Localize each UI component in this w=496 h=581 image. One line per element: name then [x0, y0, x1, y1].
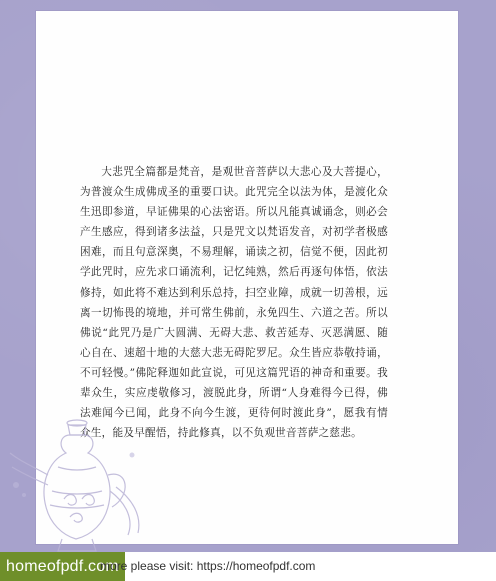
body-paragraph: 大悲咒全篇都是梵音，是观世音菩萨以大悲心及大菩提心，为普渡众生成佛成圣的重要口诀。此咒完全以法为体，是渡化众生迅即参道，早证佛果的心法密语。所以凡能真诚诵念，则必会产生感应，得到诸多法益，只是咒文以梵语发音，对初学者极感困难，而且句意深奥，不易理解，诵读之初，信觉不便，因此初学此咒时，应先求口诵流利，记忆纯熟，然后再逐句体悟，依法修持，如此将不难达到利乐总持，扫空业障，成就一切善根，远离一切怖畏的境地，并可常生佛前，永免四生、六道之苦。所以佛说“此咒乃是广大圆满、无碍大悲、救苦延寿、灭恶满愿、随心自在、速超十地的大慈大悲无碍陀罗尼。众生皆应恭敬持诵，不可轻慢。”佛陀释迦如此宣说，可见这篇咒语的神奇和重要。我辈众生，实应虔敬修习，渡脱此身，所谓“人身难得今已得，佛法难闻今已闻，此身不向今生渡，更待何时渡此身”，愿我有情众生，能及早醒悟，持此修真，以不负观世音菩萨之慈悲。 [80, 166, 388, 440]
homeofpdf-badge[interactable]: homeofpdf.com [0, 552, 125, 581]
footer-visit-text: more please visit: https://homeofpdf.com [100, 559, 316, 573]
